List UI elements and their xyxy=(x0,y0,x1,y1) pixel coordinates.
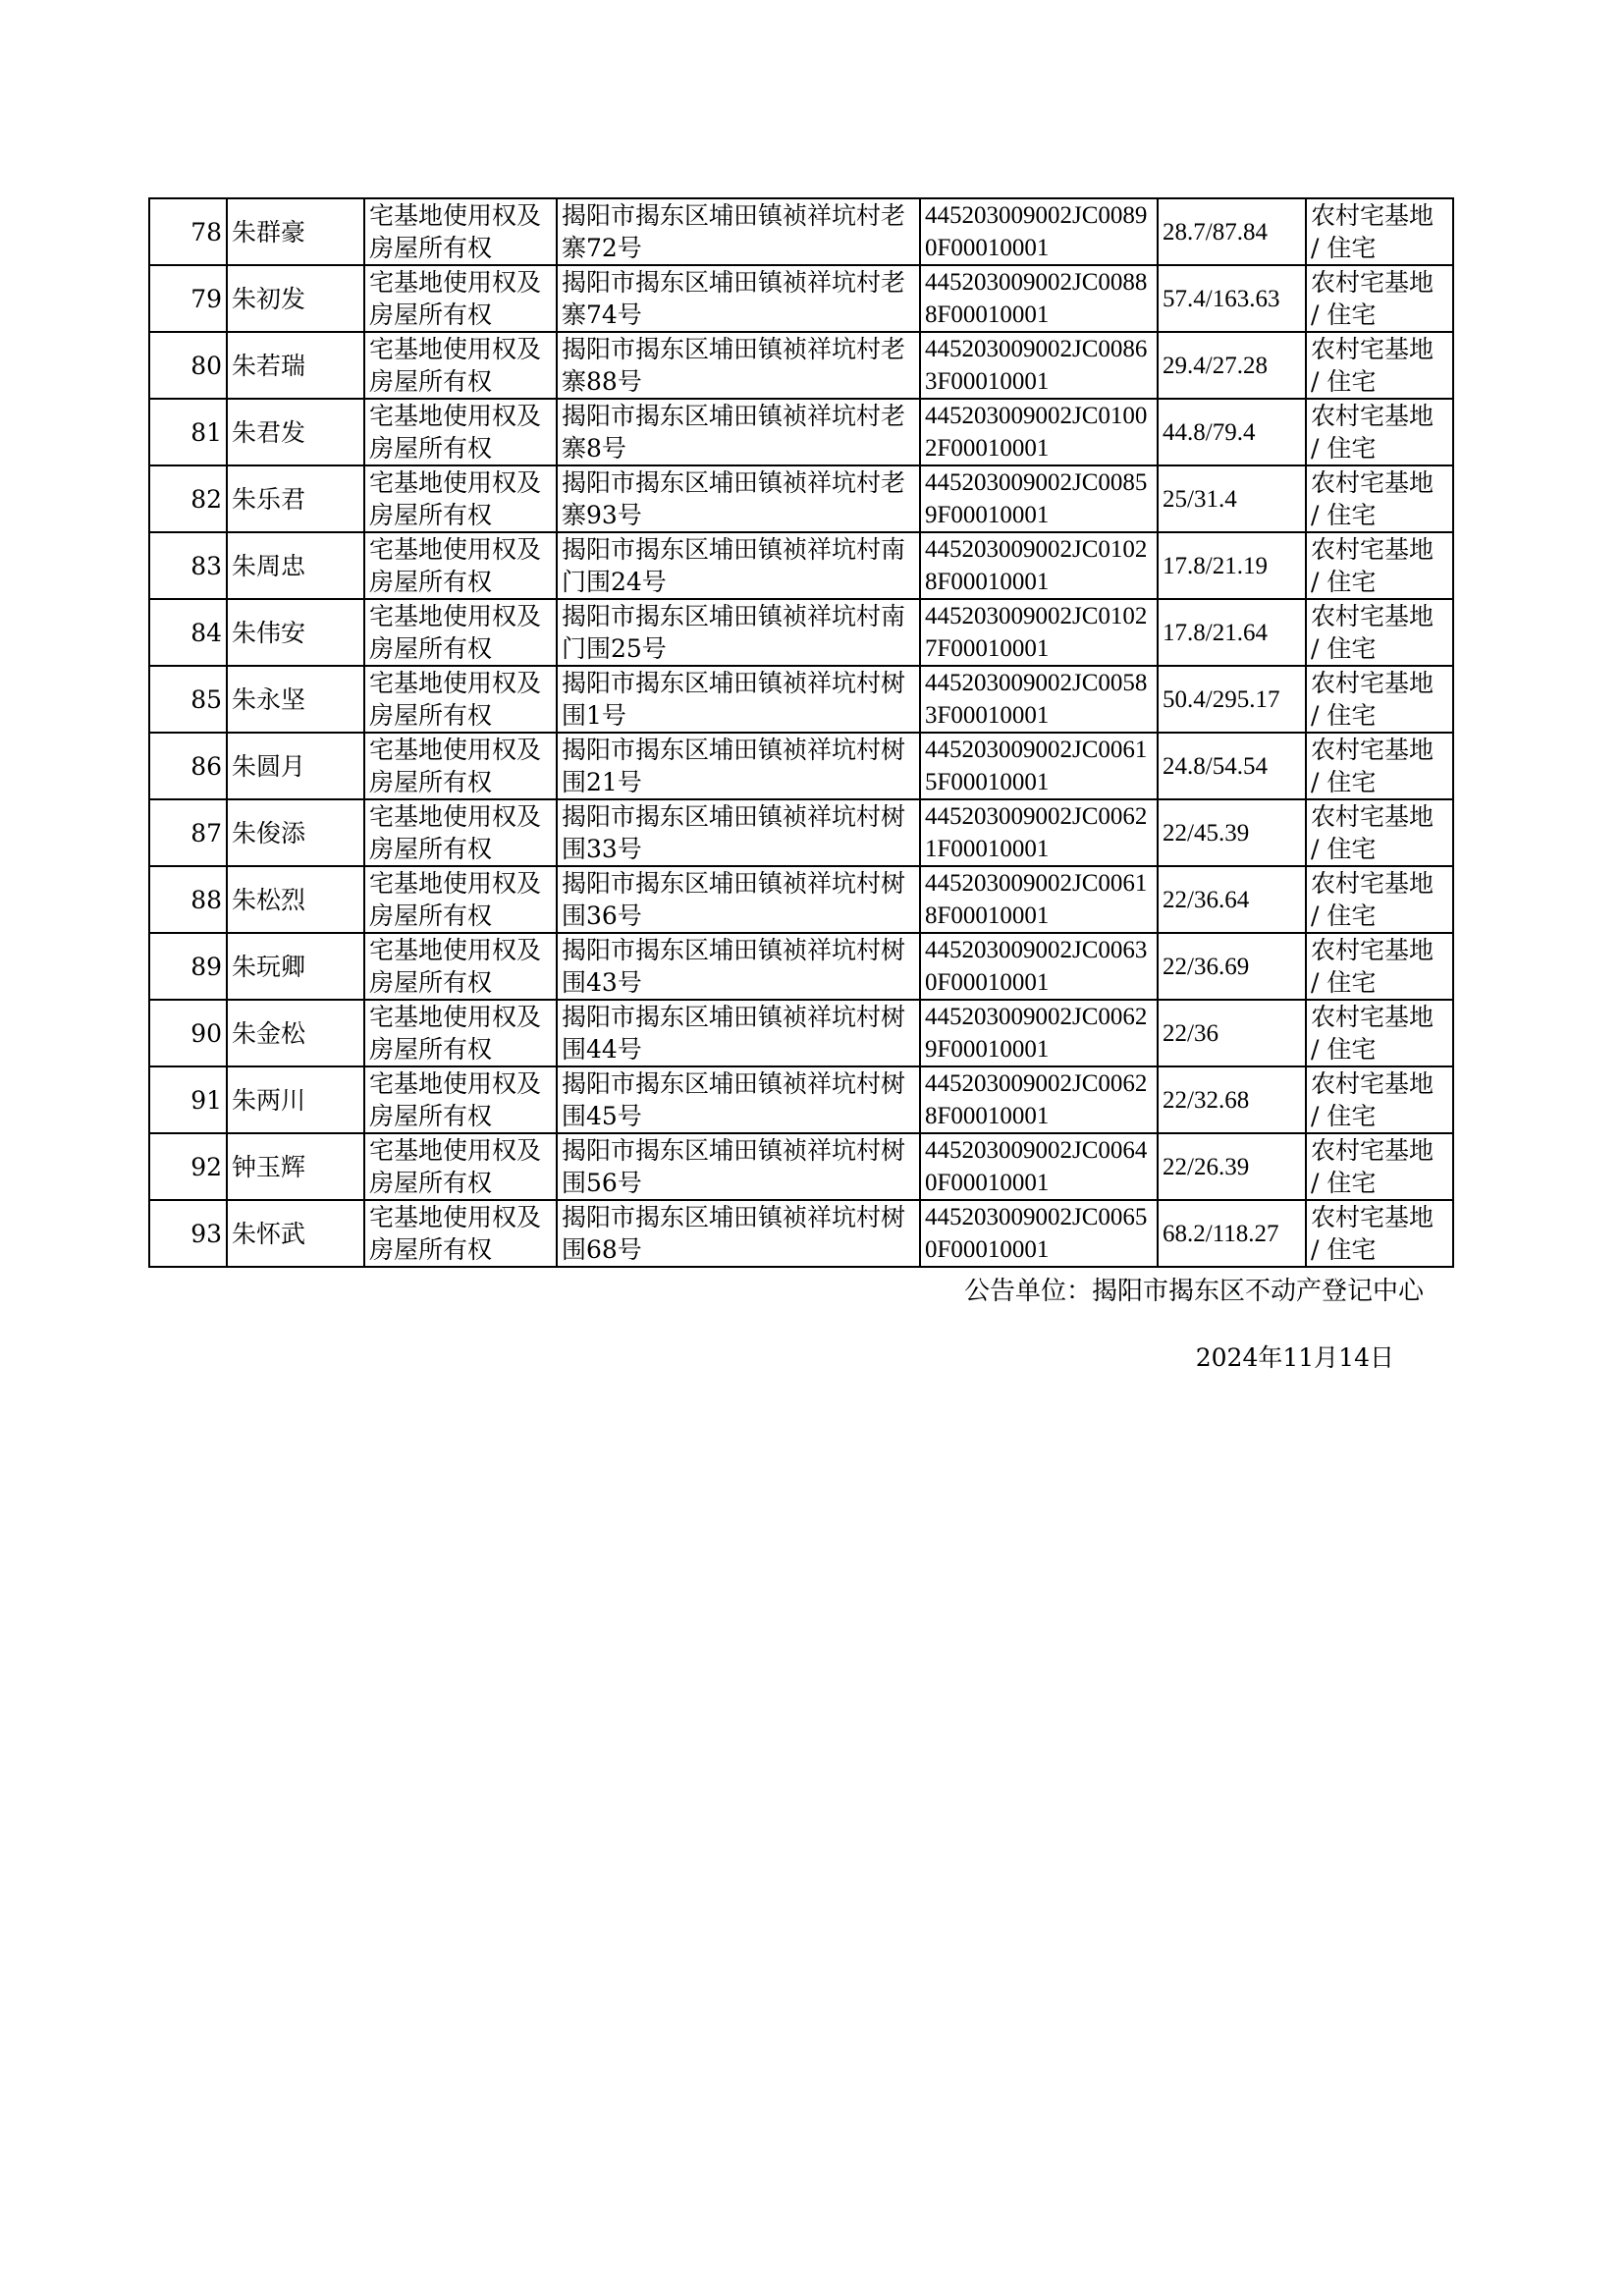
owner-name-cell: 朱若瑞 xyxy=(227,332,364,399)
unit-code-cell: 445203009002JC00888F00010001 xyxy=(920,265,1158,332)
property-address-cell: 揭阳市揭东区埔田镇祯祥坑村树围44号 xyxy=(557,1000,920,1066)
owner-name-cell: 朱乐君 xyxy=(227,465,364,532)
unit-code-cell: 445203009002JC01027F00010001 xyxy=(920,599,1158,666)
announcement-date: 2024年11月14日 xyxy=(1195,1343,1394,1372)
property-address-cell: 揭阳市揭东区埔田镇祯祥坑村树围21号 xyxy=(557,733,920,799)
property-address-cell: 揭阳市揭东区埔田镇祯祥坑村树围43号 xyxy=(557,933,920,1000)
table-row xyxy=(149,332,1453,399)
table-row xyxy=(149,933,1453,1000)
area-cell: 17.8/21.64 xyxy=(1158,599,1306,666)
table-row xyxy=(149,1200,1453,1267)
unit-code-cell: 445203009002JC00650F00010001 xyxy=(920,1200,1158,1267)
owner-name-cell: 朱松烈 xyxy=(227,866,364,933)
right-type-cell: 宅基地使用权及房屋所有权 xyxy=(364,1000,557,1066)
area-cell: 22/32.68 xyxy=(1158,1066,1306,1133)
right-type-cell: 宅基地使用权及房屋所有权 xyxy=(364,733,557,799)
registration-table xyxy=(148,197,1454,1268)
row-number-cell: 91 xyxy=(149,1066,227,1133)
right-type-cell: 宅基地使用权及房屋所有权 xyxy=(364,599,557,666)
table-row xyxy=(149,465,1453,532)
row-number-cell: 90 xyxy=(149,1000,227,1066)
right-type-cell: 宅基地使用权及房屋所有权 xyxy=(364,532,557,599)
property-address-cell: 揭阳市揭东区埔田镇祯祥坑村树围33号 xyxy=(557,799,920,866)
announcing-unit: 公告单位：揭阳市揭东区不动产登记中心 xyxy=(963,1277,1424,1306)
owner-name-cell: 朱俊添 xyxy=(227,799,364,866)
area-cell: 22/36.69 xyxy=(1158,933,1306,1000)
unit-code-cell: 445203009002JC00618F00010001 xyxy=(920,866,1158,933)
owner-name-cell: 朱圆月 xyxy=(227,733,364,799)
unit-code-cell: 445203009002JC00890F00010001 xyxy=(920,198,1158,265)
unit-code-cell: 445203009002JC00628F00010001 xyxy=(920,1066,1158,1133)
area-cell: 25/31.4 xyxy=(1158,465,1306,532)
land-usage-cell: 农村宅基地 / 住宅 xyxy=(1306,532,1453,599)
land-usage-cell: 农村宅基地 / 住宅 xyxy=(1306,599,1453,666)
area-cell: 22/26.39 xyxy=(1158,1133,1306,1200)
unit-code-cell: 445203009002JC00640F00010001 xyxy=(920,1133,1158,1200)
row-number-cell: 83 xyxy=(149,532,227,599)
right-type-cell: 宅基地使用权及房屋所有权 xyxy=(364,1200,557,1267)
land-usage-cell: 农村宅基地 / 住宅 xyxy=(1306,1133,1453,1200)
property-address-cell: 揭阳市揭东区埔田镇祯祥坑村树围56号 xyxy=(557,1133,920,1200)
unit-code-cell: 445203009002JC00630F00010001 xyxy=(920,933,1158,1000)
owner-name-cell: 朱玩卿 xyxy=(227,933,364,1000)
property-address-cell: 揭阳市揭东区埔田镇祯祥坑村老寨93号 xyxy=(557,465,920,532)
unit-code-cell: 445203009002JC01028F00010001 xyxy=(920,532,1158,599)
row-number-cell: 87 xyxy=(149,799,227,866)
land-usage-cell: 农村宅基地 / 住宅 xyxy=(1306,332,1453,399)
area-cell: 22/36 xyxy=(1158,1000,1306,1066)
area-cell: 22/36.64 xyxy=(1158,866,1306,933)
property-address-cell: 揭阳市揭东区埔田镇祯祥坑村老寨74号 xyxy=(557,265,920,332)
owner-name-cell: 朱两川 xyxy=(227,1066,364,1133)
right-type-cell: 宅基地使用权及房屋所有权 xyxy=(364,1066,557,1133)
row-number-cell: 84 xyxy=(149,599,227,666)
row-number-cell: 78 xyxy=(149,198,227,265)
land-usage-cell: 农村宅基地 / 住宅 xyxy=(1306,399,1453,465)
row-number-cell: 80 xyxy=(149,332,227,399)
table-row xyxy=(149,532,1453,599)
property-address-cell: 揭阳市揭东区埔田镇祯祥坑村树围36号 xyxy=(557,866,920,933)
area-cell: 57.4/163.63 xyxy=(1158,265,1306,332)
unit-code-cell: 445203009002JC00583F00010001 xyxy=(920,666,1158,733)
owner-name-cell: 朱金松 xyxy=(227,1000,364,1066)
owner-name-cell: 钟玉辉 xyxy=(227,1133,364,1200)
area-cell: 50.4/295.17 xyxy=(1158,666,1306,733)
property-address-cell: 揭阳市揭东区埔田镇祯祥坑村树围1号 xyxy=(557,666,920,733)
owner-name-cell: 朱伟安 xyxy=(227,599,364,666)
table-row xyxy=(149,1066,1453,1133)
unit-code-cell: 445203009002JC01002F00010001 xyxy=(920,399,1158,465)
right-type-cell: 宅基地使用权及房屋所有权 xyxy=(364,799,557,866)
row-number-cell: 85 xyxy=(149,666,227,733)
owner-name-cell: 朱永坚 xyxy=(227,666,364,733)
row-number-cell: 86 xyxy=(149,733,227,799)
unit-code-cell: 445203009002JC00621F00010001 xyxy=(920,799,1158,866)
land-usage-cell: 农村宅基地 / 住宅 xyxy=(1306,465,1453,532)
unit-code-cell: 445203009002JC00629F00010001 xyxy=(920,1000,1158,1066)
table-row xyxy=(149,799,1453,866)
area-cell: 28.7/87.84 xyxy=(1158,198,1306,265)
right-type-cell: 宅基地使用权及房屋所有权 xyxy=(364,1133,557,1200)
land-usage-cell: 农村宅基地 / 住宅 xyxy=(1306,733,1453,799)
property-address-cell: 揭阳市揭东区埔田镇祯祥坑村老寨88号 xyxy=(557,332,920,399)
property-address-cell: 揭阳市揭东区埔田镇祯祥坑村树围45号 xyxy=(557,1066,920,1133)
table-row xyxy=(149,599,1453,666)
row-number-cell: 89 xyxy=(149,933,227,1000)
table-row xyxy=(149,1000,1453,1066)
right-type-cell: 宅基地使用权及房屋所有权 xyxy=(364,666,557,733)
area-cell: 68.2/118.27 xyxy=(1158,1200,1306,1267)
land-usage-cell: 农村宅基地 / 住宅 xyxy=(1306,198,1453,265)
unit-code-cell: 445203009002JC00615F00010001 xyxy=(920,733,1158,799)
row-number-cell: 93 xyxy=(149,1200,227,1267)
land-usage-cell: 农村宅基地 / 住宅 xyxy=(1306,933,1453,1000)
row-number-cell: 88 xyxy=(149,866,227,933)
row-number-cell: 92 xyxy=(149,1133,227,1200)
right-type-cell: 宅基地使用权及房屋所有权 xyxy=(364,399,557,465)
row-number-cell: 81 xyxy=(149,399,227,465)
land-usage-cell: 农村宅基地 / 住宅 xyxy=(1306,1000,1453,1066)
land-usage-cell: 农村宅基地 / 住宅 xyxy=(1306,666,1453,733)
area-cell: 22/45.39 xyxy=(1158,799,1306,866)
unit-code-cell: 445203009002JC00859F00010001 xyxy=(920,465,1158,532)
owner-name-cell: 朱群豪 xyxy=(227,198,364,265)
area-cell: 17.8/21.19 xyxy=(1158,532,1306,599)
land-usage-cell: 农村宅基地 / 住宅 xyxy=(1306,866,1453,933)
property-address-cell: 揭阳市揭东区埔田镇祯祥坑村南门围24号 xyxy=(557,532,920,599)
property-address-cell: 揭阳市揭东区埔田镇祯祥坑村树围68号 xyxy=(557,1200,920,1267)
table-row xyxy=(149,733,1453,799)
property-address-cell: 揭阳市揭东区埔田镇祯祥坑村老寨8号 xyxy=(557,399,920,465)
table-body xyxy=(149,198,1453,1267)
right-type-cell: 宅基地使用权及房屋所有权 xyxy=(364,265,557,332)
table-row xyxy=(149,666,1453,733)
table-row xyxy=(149,198,1453,265)
land-usage-cell: 农村宅基地 / 住宅 xyxy=(1306,799,1453,866)
right-type-cell: 宅基地使用权及房屋所有权 xyxy=(364,332,557,399)
property-address-cell: 揭阳市揭东区埔田镇祯祥坑村老寨72号 xyxy=(557,198,920,265)
table-row xyxy=(149,1133,1453,1200)
table-row xyxy=(149,399,1453,465)
right-type-cell: 宅基地使用权及房屋所有权 xyxy=(364,465,557,532)
owner-name-cell: 朱怀武 xyxy=(227,1200,364,1267)
owner-name-cell: 朱君发 xyxy=(227,399,364,465)
owner-name-cell: 朱周忠 xyxy=(227,532,364,599)
right-type-cell: 宅基地使用权及房屋所有权 xyxy=(364,933,557,1000)
right-type-cell: 宅基地使用权及房屋所有权 xyxy=(364,198,557,265)
unit-code-cell: 445203009002JC00863F00010001 xyxy=(920,332,1158,399)
land-usage-cell: 农村宅基地 / 住宅 xyxy=(1306,265,1453,332)
row-number-cell: 79 xyxy=(149,265,227,332)
land-usage-cell: 农村宅基地 / 住宅 xyxy=(1306,1066,1453,1133)
area-cell: 44.8/79.4 xyxy=(1158,399,1306,465)
land-usage-cell: 农村宅基地 / 住宅 xyxy=(1306,1200,1453,1267)
area-cell: 24.8/54.54 xyxy=(1158,733,1306,799)
right-type-cell: 宅基地使用权及房屋所有权 xyxy=(364,866,557,933)
table-row xyxy=(149,866,1453,933)
row-number-cell: 82 xyxy=(149,465,227,532)
owner-name-cell: 朱初发 xyxy=(227,265,364,332)
property-address-cell: 揭阳市揭东区埔田镇祯祥坑村南门围25号 xyxy=(557,599,920,666)
area-cell: 29.4/27.28 xyxy=(1158,332,1306,399)
table-row xyxy=(149,265,1453,332)
